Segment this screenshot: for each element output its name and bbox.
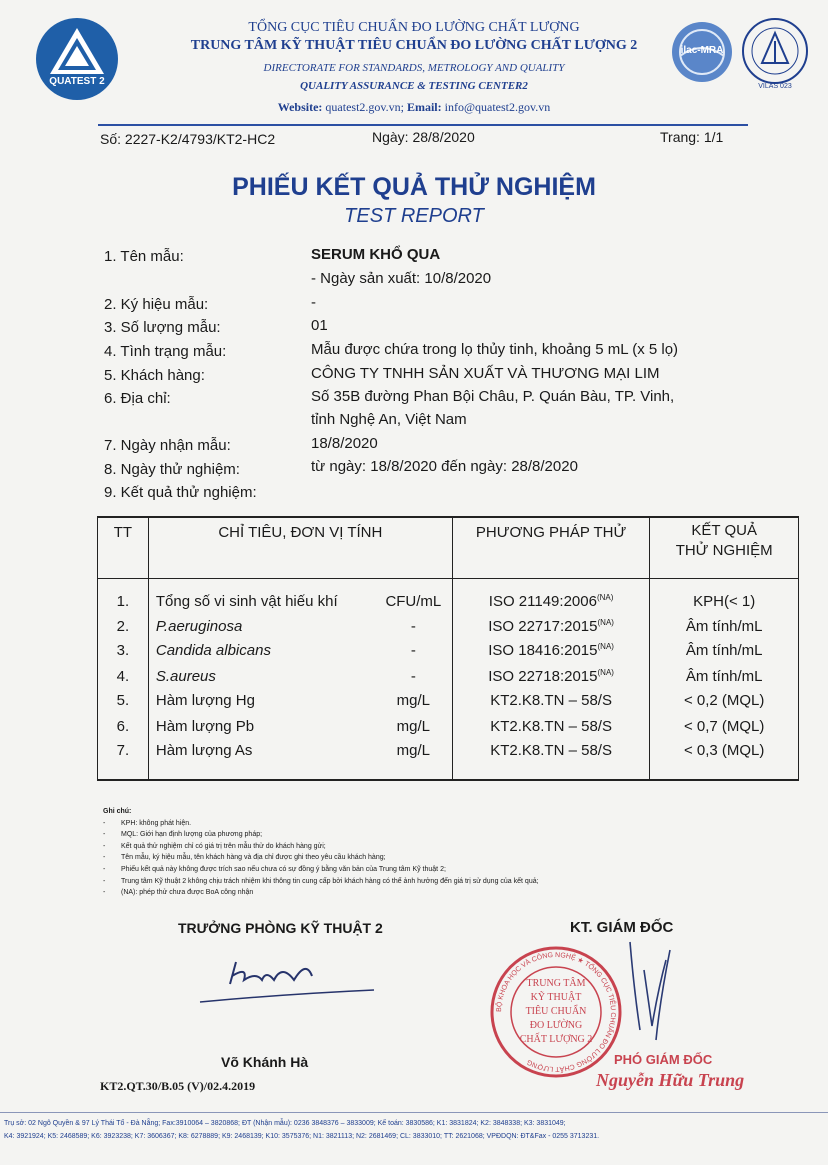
note-bullet: - (103, 877, 106, 885)
header-criteria: CHỈ TIÊU, ĐƠN VỊ TÍNH (148, 517, 452, 578)
row-result: < 0,2 (MQL) (683, 692, 765, 709)
note-item (103, 876, 539, 888)
sample-code: - (311, 294, 316, 311)
row-criteria: Candida albicans (155, 642, 271, 659)
row-criteria: Hàm lượng Hg (155, 692, 255, 709)
results-body (98, 578, 799, 780)
stamp-center (508, 977, 604, 1047)
row-criteria: Hàm lượng As (155, 742, 253, 759)
boa-seal-icon (740, 16, 810, 86)
stamp-line-4: ĐO LƯỜNG (529, 1020, 583, 1031)
header-line-2: TRUNG TÂM KỸ THUẬT TIÊU CHUẨN ĐO LƯỜNG CHẤT LƯỢNG 2 (190, 38, 638, 53)
row-method: KT2.K8.TN – 58/S (490, 742, 612, 759)
customer: CÔNG TY TNHH SẢN XUẤT VÀ THƯƠNG MẠI LIM (311, 365, 660, 382)
ilac-logo (670, 20, 734, 84)
website-label: Website: (277, 100, 323, 114)
note-bullet: - (103, 842, 106, 850)
note-text: Tên mẫu, ký hiệu mẫu, tên khách hàng và địa chỉ được ghi theo yêu cầu khách hàng; (121, 854, 386, 862)
row-criteria: P.aeruginosa (155, 618, 243, 635)
customer-label: 5. Khách hàng: (104, 367, 205, 384)
row-method: KT2.K8.TN – 58/S (490, 692, 612, 709)
header-line-4: QUALITY ASSURANCE & TESTING CENTER2 (300, 80, 528, 92)
notes (103, 806, 539, 899)
table-row (98, 640, 799, 666)
note-item (103, 841, 539, 853)
table-row (98, 616, 799, 640)
row-index: 7. (116, 742, 130, 759)
row-method: ISO 22717:2015 (488, 618, 598, 635)
table-row (98, 666, 799, 690)
sample-quantity: 01 (311, 317, 328, 334)
table-row (98, 740, 799, 780)
note-item (103, 818, 539, 830)
right-signer-name: Nguyễn Hữu Trung (596, 1070, 745, 1090)
left-signer-name: Võ Khánh Hà (221, 1054, 309, 1070)
boa-logo-text: VILAS 023 (758, 83, 792, 90)
right-signer-title: KT. GIÁM ĐỐC (570, 919, 674, 936)
header-contact (0, 100, 828, 115)
row-unit: mg/L (396, 692, 431, 709)
address-line-2: tỉnh Nghệ An, Việt Nam (311, 411, 467, 428)
note-item (103, 852, 539, 864)
header-divider (98, 124, 748, 126)
note-item (103, 864, 539, 876)
row-index: 2. (116, 618, 130, 635)
footer (4, 1117, 824, 1143)
footer-line-1: Trụ sở: 02 Ngô Quyền & 97 Lý Thái Tổ - Đà Nẵng; Fax:3910064 – 3820868; ĐT (Nhận mẫu): 0236 3848376 – 3833009; Kế toán: 3830586; K1: 3831824; K2: 3848338; K3: 3831049; (4, 1120, 566, 1127)
row-result: Âm tính/mL (685, 642, 763, 659)
header-line-3: DIRECTORATE FOR STANDARDS, METROLOGY AND QUALITY (263, 62, 565, 74)
row-unit: mg/L (396, 742, 431, 759)
note-bullet: - (103, 819, 106, 827)
row-unit: mg/L (396, 718, 431, 735)
result-label: 9. Kết quả thử nghiệm: (104, 484, 257, 501)
ilac-logo-text: ilac-MRA (680, 45, 724, 56)
row-index: 1. (116, 592, 130, 610)
right-signer-role: PHÓ GIÁM ĐỐC (614, 1052, 713, 1067)
production-date: - Ngày sản xuất: 10/8/2020 (311, 270, 492, 287)
note-text: Kết quả thử nghiệm chỉ có giá trị trên mẫu thử do khách hàng gửi; (121, 842, 326, 850)
results-table (97, 516, 799, 781)
stamp-line-1: TRUNG TÂM (526, 978, 586, 989)
row-method: ISO 22718:2015 (488, 668, 598, 685)
stamp-line-5: CHẤT LƯỢNG 2 (519, 1034, 593, 1045)
row-index: 6. (116, 718, 130, 735)
row-method: KT2.K8.TN – 58/S (490, 718, 612, 735)
table-row (98, 690, 799, 716)
sample-condition: Mẫu được chứa trong lọ thủy tinh, khoảng 5 mL (x 5 lọ) (311, 341, 679, 358)
right-signature (600, 930, 710, 1055)
row-criteria: Tổng số vi sinh vật hiếu khí (155, 592, 338, 610)
note-text: Trung tâm Kỹ thuật 2 không chịu trách nhiệm khi thông tin cung cấp bởi khách hàng có thể ảnh hưởng đến giá trị sử dụng của kết quả; (121, 877, 539, 885)
boa-logo (740, 16, 810, 92)
receive-date-label: 7. Ngày nhận mẫu: (104, 437, 231, 454)
email-label: Email: (406, 100, 442, 114)
report-title: PHIẾU KẾT QUẢ THỬ NGHIỆM (232, 173, 596, 201)
row-method: ISO 18416:2015 (488, 642, 598, 659)
row-result: Âm tính/mL (685, 618, 763, 635)
test-date-label: 8. Ngày thử nghiệm: (104, 461, 240, 478)
row-result: < 0,3 (MQL) (683, 742, 765, 759)
stamp-line-3: TIÊU CHUẨN (525, 1006, 587, 1017)
sample-condition-label: 4. Tình trạng mẫu: (104, 343, 227, 360)
note-bullet: - (103, 831, 106, 839)
note-text: (NA): phép thử chưa được BoA công nhận (121, 889, 254, 897)
row-index: 3. (116, 642, 130, 659)
note-text: Phiếu kết quả này không được trích sao nếu chưa có sự đồng ý bằng văn bản của Trung tâm Kỹ thuật 2; (121, 865, 446, 873)
stamp-line-2: KỸ THUẬT (530, 992, 582, 1003)
notes-title: Ghi chú: (103, 808, 132, 815)
row-criteria: Hàm lượng Pb (155, 718, 255, 735)
row-unit: - (410, 618, 416, 635)
row-index: 4. (116, 668, 130, 685)
address-line-1: Số 35B đường Phan Bội Châu, P. Quán Bàu, TP. Vinh, (311, 388, 675, 405)
row-method-note: (NA) (597, 642, 614, 651)
sample-quantity-label: 3. Số lượng mẫu: (104, 319, 221, 336)
note-item (103, 887, 539, 899)
sample-name: SERUM KHỔ QUA (311, 246, 441, 263)
row-method: ISO 21149:2006 (488, 592, 597, 610)
footer-divider (0, 1112, 828, 1113)
receive-date: 18/8/2020 (311, 435, 378, 452)
row-method-note: (NA) (597, 618, 614, 627)
note-text: KPH: không phát hiện. (121, 819, 192, 827)
row-method-note: (NA) (596, 592, 614, 602)
row-result: Âm tính/mL (685, 668, 763, 685)
handwritten-signature-icon (600, 930, 710, 1050)
table-row (98, 716, 799, 740)
report-date: Ngày: 28/8/2020 (372, 129, 475, 145)
note-text: MQL: Giới hạn định lượng của phương pháp; (121, 831, 263, 839)
row-criteria: S.aureus (155, 668, 216, 685)
row-index: 5. (116, 692, 130, 709)
page-number: Trang: 1/1 (660, 129, 724, 145)
left-signature (196, 950, 376, 1015)
row-result: < 0,7 (MQL) (683, 718, 765, 735)
row-unit: - (410, 668, 416, 685)
header-method: PHƯƠNG PHÁP THỬ (452, 517, 650, 578)
table-row (98, 578, 799, 616)
header-line-1: TỔNG CỤC TIÊU CHUẨN ĐO LƯỜNG CHẤT LƯỢNG (248, 20, 580, 35)
test-date: từ ngày: 18/8/2020 đến ngày: 28/8/2020 (311, 458, 578, 475)
note-bullet: - (103, 854, 106, 862)
row-unit: - (410, 642, 416, 659)
sample-name-label: 1. Tên mẫu: (104, 248, 184, 265)
header-result-line-2: THỬ NGHIỆM (675, 542, 773, 559)
notes-list (103, 818, 539, 899)
left-signer-title: TRƯỞNG PHÒNG KỸ THUẬT 2 (178, 920, 383, 936)
form-code: KT2.QT.30/B.05 (V)/02.4.2019 (100, 1079, 256, 1093)
website-link[interactable]: quatest2.gov.vn; (325, 100, 404, 114)
header-result-line-1: KẾT QUẢ (691, 522, 757, 539)
sample-code-label: 2. Ký hiệu mẫu: (104, 296, 209, 313)
stamp-ring-text: BỘ KHOA HỌC VÀ CÔNG NGHỆ ★ TỔNG CỤC TIÊU CHUẨN ĐO LƯỜNG CHẤT LƯỢNG (495, 951, 617, 1073)
row-result: KPH(< 1) (693, 592, 756, 610)
header-result (650, 517, 799, 578)
row-method-note: (NA) (597, 668, 614, 677)
handwritten-signature-icon (196, 950, 376, 1010)
table-header-row (98, 517, 799, 578)
email-link[interactable]: info@quatest2.gov.vn (444, 100, 551, 114)
footer-line-2: K4: 3921924; K5: 2468589; K6: 3923238; K7: 3606367; K8: 6278889; K9: 2468139; K10: 3575376; N1: 3821113; N2: 2681469; CL: 3833010; TT: 2621068; VPĐDQN: ĐT&Fax - 0255 3713231. (4, 1133, 600, 1140)
report-subtitle: TEST REPORT (344, 205, 484, 227)
header-tt: TT (98, 517, 149, 578)
quatest-logo-text: QUATEST 2 (49, 76, 105, 87)
report-number: Số: 2227-K2/4793/KT2-HC2 (100, 131, 276, 147)
address-label: 6. Địa chỉ: (104, 390, 171, 407)
note-bullet: - (103, 865, 106, 873)
note-item (103, 829, 539, 841)
row-unit: CFU/mL (385, 592, 442, 610)
note-bullet: - (103, 889, 106, 897)
